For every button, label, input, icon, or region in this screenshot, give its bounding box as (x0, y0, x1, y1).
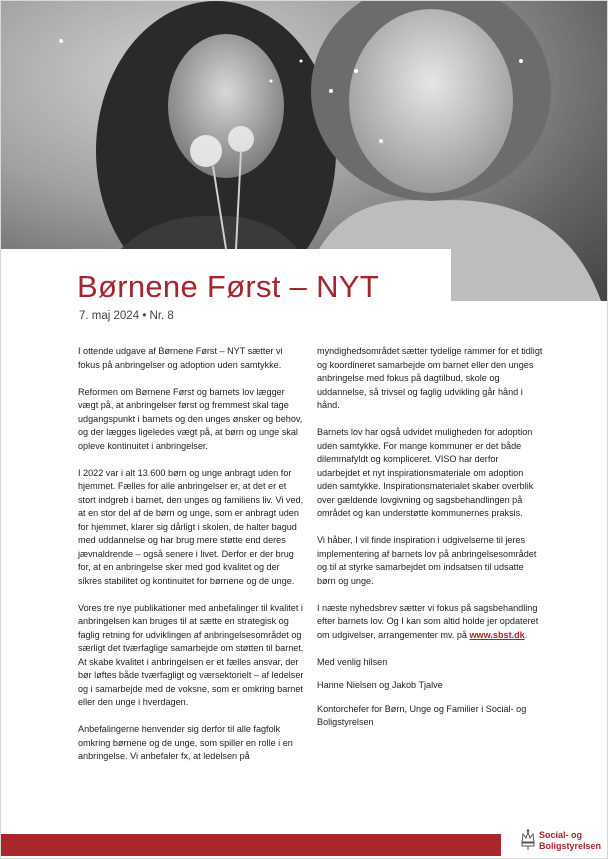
logo-text-line1: Social- og (539, 830, 583, 840)
right-column (317, 345, 543, 743)
signers: Hanne Nielsen og Jakob Tjalve (317, 680, 443, 690)
crown-icon (520, 828, 536, 852)
closing-greeting: Med venlig hilsen (317, 656, 388, 667)
logo-text-line2: Boligstyrelsen (539, 841, 602, 851)
left-column (78, 345, 304, 777)
footer-bar (1, 834, 501, 856)
paragraph: myndighedsområdet sætter tydelige rammer for et tidligt og koordineret samarbejde om barnet eller den unges anbringelse med fokus på dagtilbud, skole og uddannelse, så trivsel og faglig udvikling går hånd i hånd. (317, 346, 543, 410)
signer-role: Kontorchefer for Børn, Unge og Familier i Social- og Boligstyrelsen (317, 703, 527, 727)
issue-date: 7. maj 2024 (79, 310, 140, 322)
issue-separator: • (142, 310, 147, 322)
newsletter-paragraph (317, 602, 543, 643)
newsletter-text: I næste nyhedsbrev sætter vi fokus på sagsbehandling efter barnets lov. Og I kan som altid holde jer opdateret om udgivelser, arrangementer mv. på (317, 602, 539, 640)
newsletter-title: Børnene Først – NYT (77, 269, 379, 304)
issue-number: Nr. 8 (149, 310, 174, 322)
paragraph: I 2022 var i alt 13.600 børn og unge anbragt uden for hjemmet. Fælles for alle anbringelser er, at det er et stort indgreb i barnet, den unges og familiens liv. Vi ved, at en stor del af de børn og unge, som er anbragt uden for hjemmet, klarer sig dårligt i skolen, de halter bagud med uddannelse og har brug mere støtte end deres jævnaldrende – også senere i livet. Derfor er der brug for, at en anbringelse sker med god kvalitet og der sikres stabilitet og kontinuitet for børnene og de unge. (78, 467, 304, 586)
paragraph: Reformen om Børnene Først og barnets lov lægger vægt på, at anbringelser først og fremmest skal tage udgangspunkt i barnets og den unges ønsker og behov, og der lægges ligeledes vægt på, at børn og unge skal opleve kontinuitet i anbringelser. (78, 386, 303, 451)
issue-line (79, 310, 174, 322)
paragraph: I ottende udgave af Børnene Først – NYT sætter vi fokus på anbringelser og adoption uden samtykke. (78, 346, 283, 370)
paragraph: Vi håber, I vil finde inspiration i udgivelserne til jeres implementering af barnets lov på anbringelsesområdet og til at styrke samarbejdet om indsatsen til udsatte børn og unge. (317, 535, 537, 586)
paragraph: Anbefalingerne henvender sig derfor til alle fagfolk omkring børnene og de unge, som spiller en rolle i en anbringelse. Vi anbefaler fx, at ledelsen på (78, 724, 293, 761)
website-link[interactable]: www.sbst.dk (469, 629, 525, 640)
paragraph: Barnets lov har også udvidet muligheden for adoption uden samtykke. For mange kommuner er det både dilemmafyldt og kompliceret. VISO har derfor udarbejdet et nyt inspirationsmateriale om adoption uden samtykke. Inspirationsmaterialet skaber overblik over gældende lovgivning og sagsbehandlingen på området og kan understøtte kommunernes praksis. (317, 427, 534, 518)
agency-logo (520, 827, 600, 855)
newsletter-end: . (524, 629, 528, 640)
paragraph: Vores tre nye publikationer med anbefalinger til kvalitet i anbringelsen kan bruges til at sætte en strategisk og faglig retning for udviklingen af anbringelsesområdet og særligt det tværfaglige samarbejde om støtten til barnet. At skabe kvalitet i anbringelsen er et fælles ansvar, der bør løftes både tværfagligt og værsektorielt – af ledelser og i samarbejde med de voksne, som er omkring barnet eller den unge i hverdagen. (78, 602, 304, 707)
